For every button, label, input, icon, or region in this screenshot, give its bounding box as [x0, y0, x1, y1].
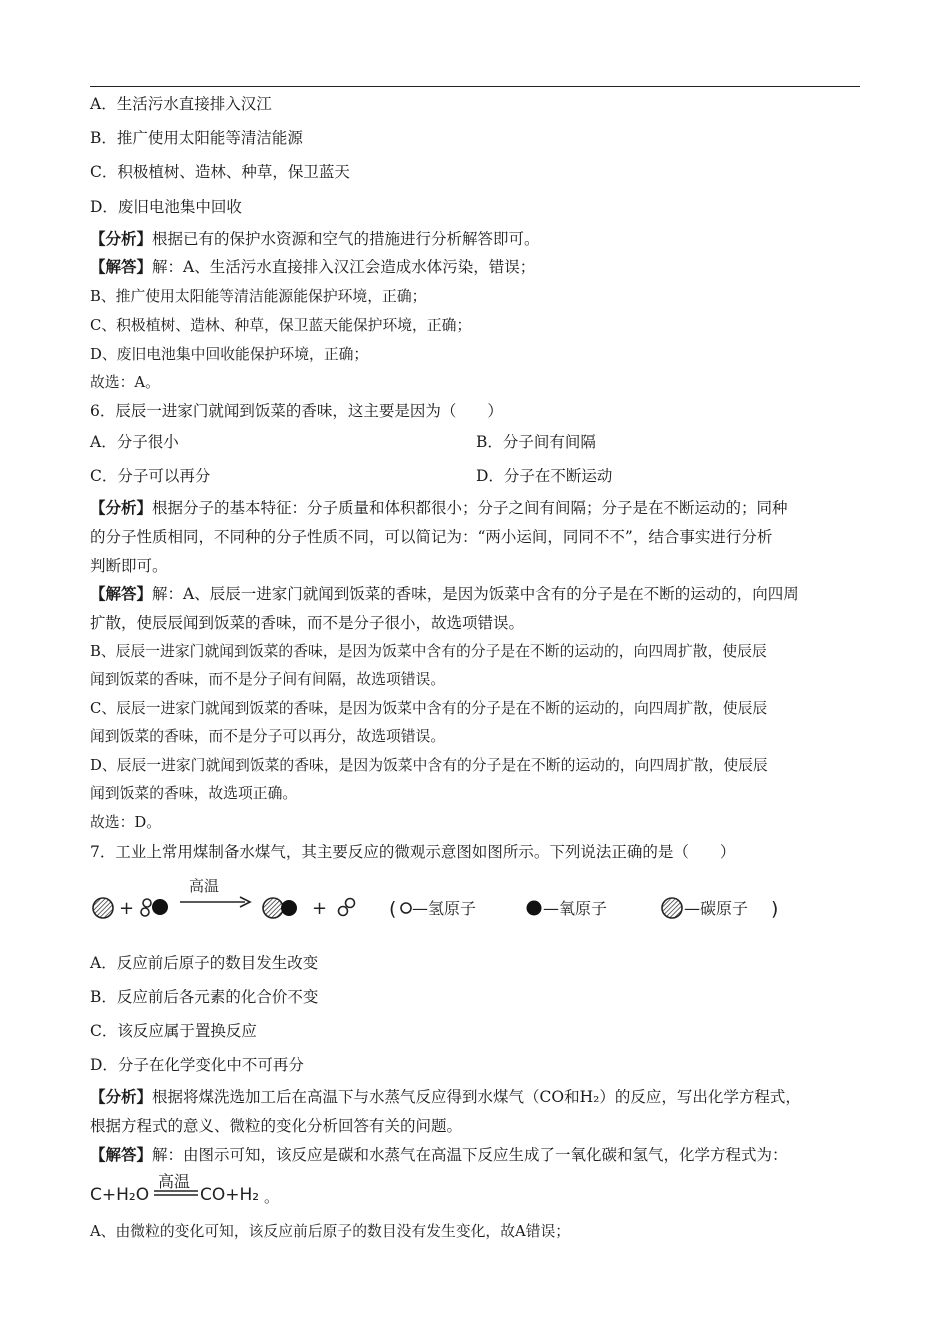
plus-sign: + [119, 898, 135, 919]
answer-tag: 【解答】 [90, 1145, 153, 1164]
q6-question: 6．辰辰一进家门就闻到饭菜的香味，这主要是因为（ ） [90, 402, 503, 420]
q7-analysis-line: 根据将煤洗选加工后在高温下与水蒸气反应得到水煤气（CO和H₂）的反应，写出化学方程式， [152, 1088, 801, 1106]
answer-tag: 【解答】 [90, 257, 153, 276]
q5-option-a: A．生活污水直接排入汉江 [90, 95, 272, 113]
oxygen-atom-icon [281, 900, 297, 916]
header-rule [90, 86, 860, 87]
q6-analysis-line: 的分子性质相同，不同种的分子性质不同，可以简记为：“两小运间，同同不不”，结合事实进行分析 [90, 528, 773, 546]
q6-answer-line: C、辰辰一进家门就闻到饭菜的香味，是因为饭菜中含有的分子是在不断的运动的，向四周扩散，使辰辰 [90, 700, 768, 717]
q5-option-b: B．推广使用太阳能等清洁能源 [90, 129, 303, 147]
q5-answer-line: C、积极植树、造林、种草，保卫蓝天能保护环境，正确； [90, 317, 472, 334]
plus-sign: + [312, 898, 328, 919]
q7-option-d: D．分子在化学变化中不可再分 [90, 1056, 304, 1074]
q6-answer-line: B、辰辰一进家门就闻到饭菜的香味，是因为饭菜中含有的分子是在不断的运动的，向四周扩散，使辰辰 [90, 643, 767, 660]
carbon-atom-icon [263, 898, 283, 918]
q6-analysis [90, 498, 788, 518]
q6-option-c: C．分子可以再分 [90, 467, 211, 485]
oxygen-atom-icon [152, 899, 168, 915]
legend-paren-open: ( [389, 898, 397, 920]
q6-answer-line: 故选：D。 [90, 814, 162, 831]
equation-condition: 高温 [158, 1172, 191, 1191]
q7-answer-line: A、由微粒的变化可知，该反应前后原子的数目没有发生变化，故A错误； [90, 1223, 571, 1240]
q5-answer-line: B、推广使用太阳能等清洁能源能保护环境，正确； [90, 288, 427, 305]
q6-option-b: B．分子间有间隔 [476, 433, 596, 451]
q5-answer [90, 257, 535, 277]
q5-answer-line: D、废旧电池集中回收能保护环境，正确； [90, 346, 369, 363]
analysis-tag: 【分析】 [90, 498, 153, 517]
q6-analysis-line: 判断即可。 [90, 557, 168, 575]
equation-period: 。 [264, 1188, 280, 1206]
q7-option-c: C．该反应属于置换反应 [90, 1022, 257, 1040]
q7-answer-line: 解：由图示可知，该反应是碳和水蒸气在高温下反应生成了一氧化碳和氢气，化学方程式为： [152, 1146, 788, 1164]
analysis-tag: 【分析】 [90, 1087, 153, 1106]
q7-option-a: A．反应前后原子的数目发生改变 [90, 954, 319, 972]
q6-analysis-line: 根据分子的基本特征：分子质量和体积都很小；分子之间有间隔；分子是在不断运动的；同种 [152, 499, 788, 517]
oxygen-legend-icon [527, 901, 542, 916]
hydrogen-atom-icon [143, 899, 151, 907]
reaction-microscopic-diagram [90, 877, 790, 935]
carbon-legend-icon [662, 898, 682, 918]
q7-option-b: B．反应前后各元素的化合价不变 [90, 988, 319, 1006]
q6-answer-line: 闻到饭菜的香味，故选项正确。 [90, 785, 298, 802]
q7-question: 7．工业上常用煤制备水煤气，其主要反应的微观示意图如图所示。下列说法正确的是（ ） [90, 843, 736, 861]
hydrogen-legend-icon [401, 903, 411, 913]
equation-products: CO+H₂ [200, 1185, 260, 1205]
q5-analysis [90, 229, 540, 249]
q6-answer [90, 584, 799, 604]
q6-answer-line: 闻到饭菜的香味，而不是分子间有间隔，故选项错误。 [90, 671, 446, 688]
answer-tag: 【解答】 [90, 584, 153, 603]
legend-paren-close: ) [771, 898, 779, 920]
chemical-equation [90, 1172, 290, 1208]
q7-answer [90, 1145, 788, 1165]
analysis-tag: 【分析】 [90, 229, 153, 248]
q5-answer-line: 故选：A。 [90, 374, 160, 391]
reaction-condition: 高温 [189, 877, 220, 895]
q7-analysis-line: 根据方程式的意义、微粒的变化分析回答有关的问题。 [90, 1117, 463, 1135]
q5-option-d: D．废旧电池集中回收 [90, 198, 242, 216]
carbon-atom-icon [93, 898, 113, 918]
q6-answer-line: 扩散，使辰辰闻到饭菜的香味，而不是分子很小，故选项错误。 [90, 614, 525, 632]
legend-carbon: —碳原子 [684, 899, 749, 918]
hydrogen-atom-icon [346, 899, 355, 908]
equation-reactants: C+H₂O [90, 1185, 150, 1205]
q6-option-a: A．分子很小 [90, 433, 179, 451]
q7-analysis [90, 1087, 801, 1107]
q6-answer-line: 闻到饭菜的香味，而不是分子可以再分，故选项错误。 [90, 728, 446, 745]
q6-answer-line: D、辰辰一进家门就闻到饭菜的香味，是因为饭菜中含有的分子是在不断的运动的，向四周扩散，使辰辰 [90, 757, 768, 774]
q5-analysis-text: 根据已有的保护水资源和空气的措施进行分析解答即可。 [152, 230, 540, 248]
q6-answer-line: 解：A、辰辰一进家门就闻到饭菜的香味，是因为饭菜中含有的分子是在不断的运动的，向四周 [152, 585, 799, 603]
q5-option-c: C．积极植树、造林、种草，保卫蓝天 [90, 163, 350, 181]
q5-answer-line: 解：A、生活污水直接排入汉江会造成水体污染，错误； [152, 258, 536, 276]
hydrogen-atom-icon [141, 908, 149, 916]
hydrogen-atom-icon [339, 907, 348, 916]
q6-option-d: D．分子在不断运动 [476, 467, 613, 485]
legend-oxygen: —氧原子 [543, 899, 608, 918]
legend-hydrogen: —氢原子 [412, 899, 477, 918]
